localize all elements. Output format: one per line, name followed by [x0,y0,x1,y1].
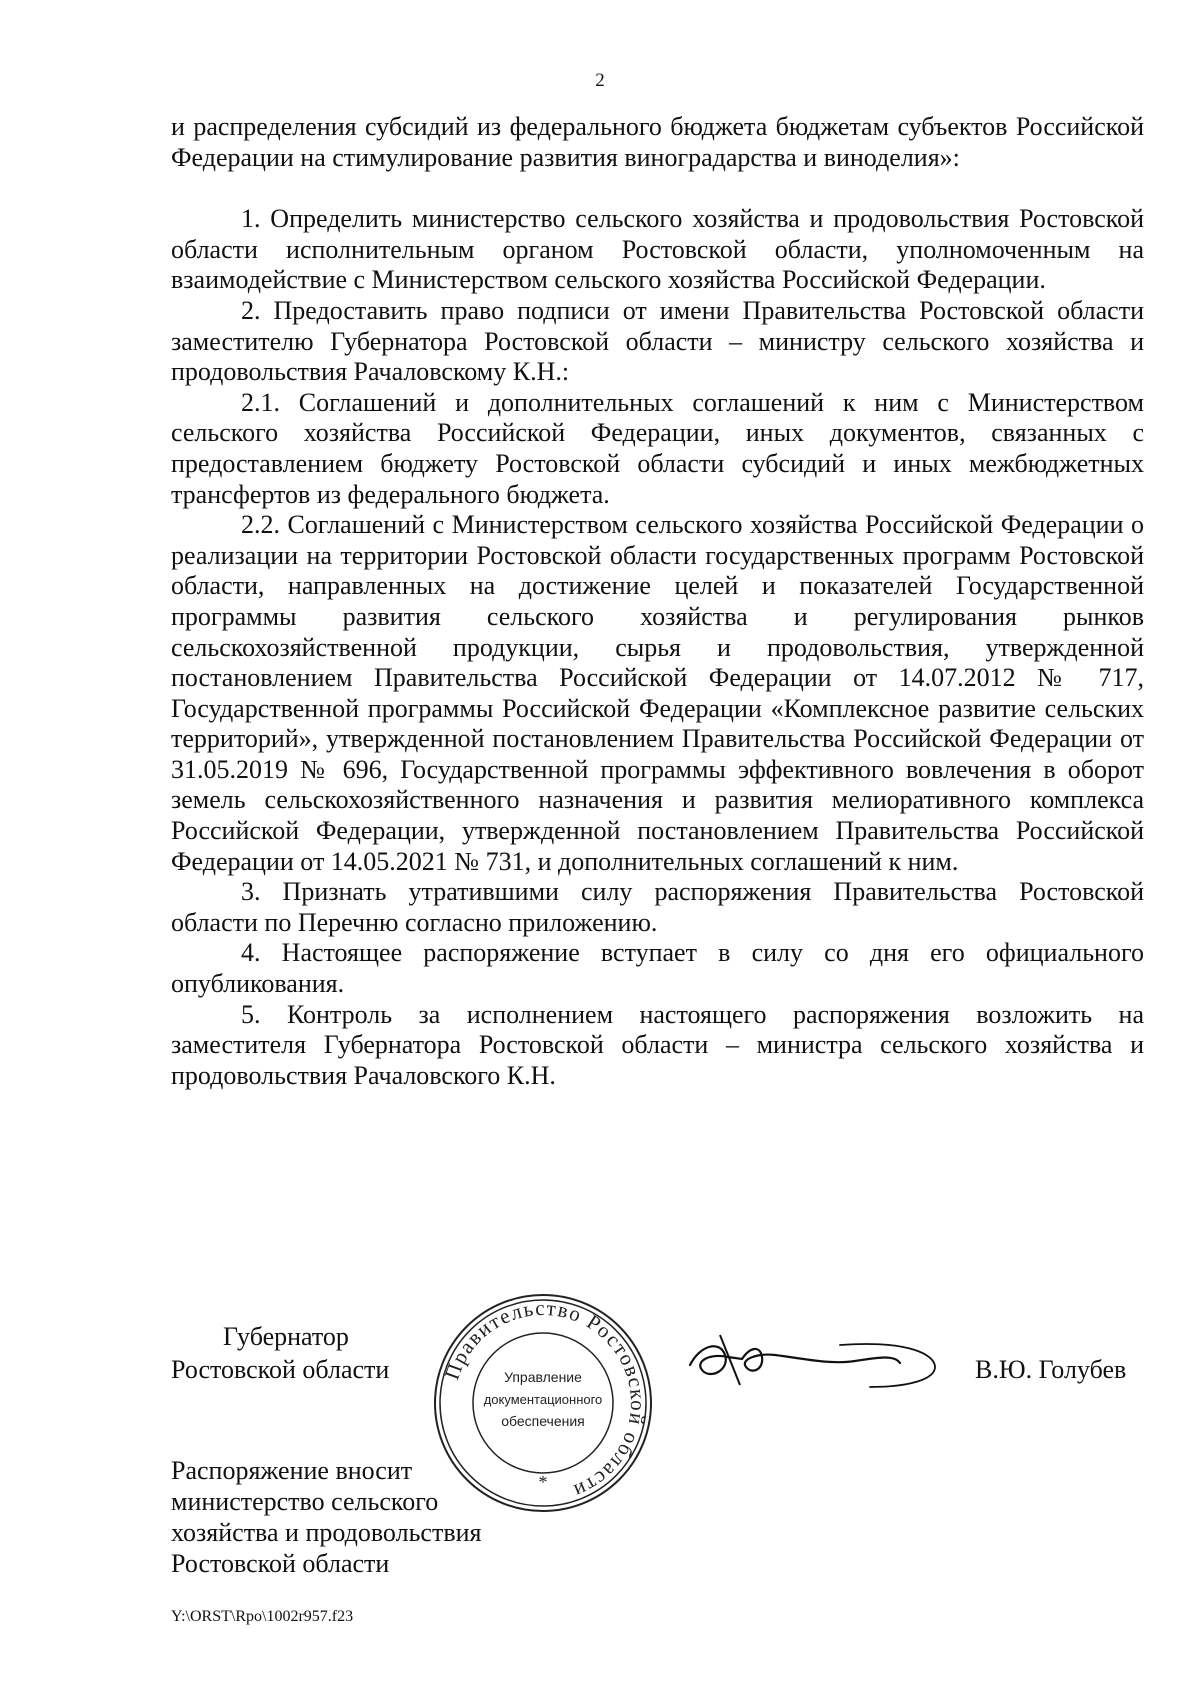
stamp-center-line3: обеспечения [501,1413,585,1429]
paragraph-continuation: и распределения субсидий из федерального бюджета бюджетам субъектов Российской Федерации на стимулирование развития виноградарства и виноделия»: [171,112,1144,172]
governor-title [171,1320,389,1386]
submitter-note [171,1455,481,1579]
submitter-line4: Ростовской области [171,1549,390,1578]
page-number: 2 [595,70,605,91]
stamp-star: * [538,1472,548,1492]
paragraph-item-4: 4. Настоящее распоряжение вступает в силу со дня его официального опубликования. [171,938,1144,999]
submitter-line1: Распоряжение вносит [171,1456,413,1485]
paragraph-item-2-2: 2.2. Соглашений с Министерством сельского хозяйства Российской Федерации о реализации на территории Ростовской области государственных программ Ростовской области, направленных на достижение целей и показателей Государственной программы развития сельского хозяйства и регулирования рынков сельскохозяйственной продукции, сырья и продовольствия, утвержденной постановлением Правительства Российской Федерации от 14.07.2012 № 717, Государственной программы Российской Федерации «Комплексное развитие сельских территорий», утвержденной постановлением Правительства Российской Федерации от 31.05.2019 № 696, Государственной программы эффективного вовлечения в оборот земель сельскохозяйственного назначения и развития мелиоративного комплекса Российской Федерации, утвержденной постановлением Правительства Российской Федерации от 14.05.2021 № 731, и дополнительных соглашений к ним. [171,510,1144,876]
handwritten-signature [680,1325,940,1395]
stamp-center-line2: документационного [483,1392,603,1407]
paragraph-item-5: 5. Контроль за исполнением настоящего распоряжения возложить на заместителя Губернатора Ростовской области – министра сельского хозяйства и продовольствия Рачаловского К.Н. [171,999,1144,1090]
governor-title-line1: Губернатор [223,1322,349,1351]
submitter-line3: хозяйства и продовольствия [171,1518,482,1547]
file-path: Y:\ORST\Rpo\1002r957.f23 [171,1608,354,1625]
paragraph-item-3: 3. Признать утратившими силу распоряжения Правительства Ростовской области по Перечню согласно приложению. [171,877,1144,937]
paragraph-item-1: 1. Определить министерство сельского хозяйства и продовольствия Ростовской области исполнительным органом Ростовской области, уполномоченным на взаимодействие с Министерством сельского хозяйства Российской Федерации. [171,204,1144,295]
stamp-center-line1: Управление [504,1369,582,1385]
stamp-ring-text: Правительство Ростовской области [439,1295,651,1505]
paragraph-item-2: 2. Предоставить право подписи от имени Правительства Ростовской области заместителю Губернатора Ростовской области – министру сельского хозяйства и продовольствия Рачаловскому К.Н.: [171,295,1144,387]
paragraph-item-2-1: 2.1. Соглашений и дополнительных соглашений к ним с Министерством сельского хозяйства Российской Федерации, иных документов, связанных с предоставлением бюджету Ростовской области субсидий и иных межбюджетных трансфертов из федерального бюджета. [171,387,1144,509]
document-body [171,112,1144,1091]
submitter-line2: министерство сельского [171,1487,439,1516]
governor-title-line2: Ростовской области [171,1355,390,1384]
governor-name: В.Ю. Голубев [975,1355,1127,1384]
